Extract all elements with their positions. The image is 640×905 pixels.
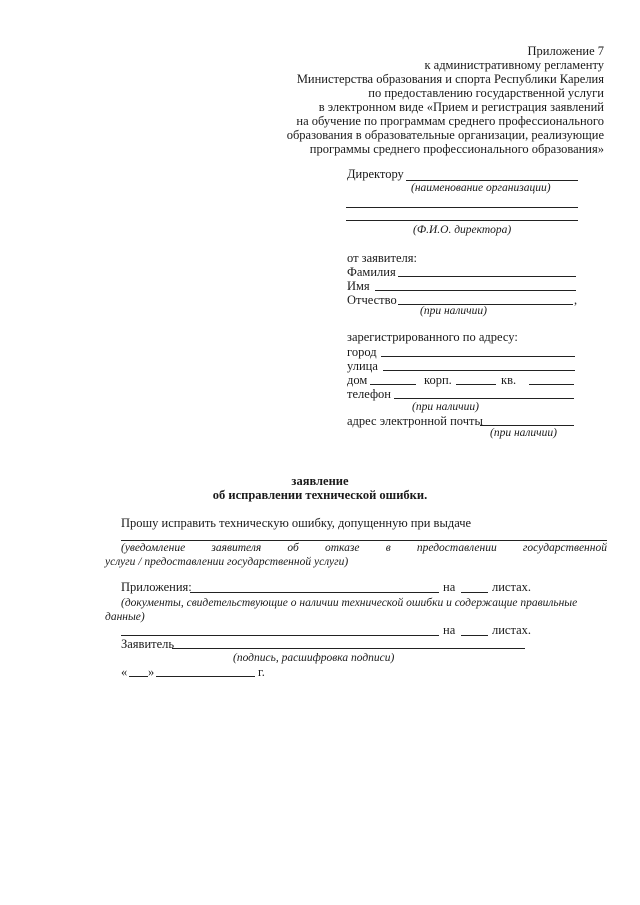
street-field[interactable]: [383, 370, 575, 371]
notice-hint: [121, 541, 607, 555]
from-applicant-label: от заявителя:: [347, 251, 417, 265]
phone-field[interactable]: [394, 398, 574, 399]
house-field[interactable]: [370, 384, 416, 385]
request-text: Прошу исправить техническую ошибку, допущенную при выдаче: [121, 516, 472, 530]
on-label-2: на: [443, 623, 456, 637]
city-label: город: [347, 345, 377, 359]
email-hint: (при наличии): [490, 427, 557, 439]
phone-hint: (при наличии): [412, 401, 479, 413]
city-field[interactable]: [381, 356, 575, 357]
docs-hint-line2: данные): [105, 611, 145, 623]
house-label: дом: [347, 373, 368, 387]
notice-hint-word: в: [385, 542, 391, 554]
notice-hint-word: отказе: [325, 542, 360, 554]
header-line: Приложение 7: [527, 44, 604, 58]
docs-hint-line1: (документы, свидетельствующие о наличии технической ошибки и содержащие правильные: [121, 597, 578, 609]
year-suffix: г.: [258, 665, 265, 679]
notice-hint-word: (уведомление: [121, 542, 186, 554]
header-line: программы среднего профессионального образования»: [309, 142, 604, 156]
director-fio-field-2[interactable]: [346, 220, 578, 221]
document-subtitle: об исправлении технической ошибки.: [212, 488, 428, 502]
patronymic-hint: (при наличии): [420, 305, 487, 317]
fio-hint: (Ф.И.О. директора): [413, 224, 512, 236]
director-fio-field-1[interactable]: [346, 207, 578, 208]
header-line: на обучение по программам среднего профессионального: [296, 114, 604, 128]
notice-hint-word: государственной: [522, 542, 607, 554]
block-label: корп.: [424, 373, 452, 387]
header-line: Министерства образования и спорта Республики Карелия: [296, 72, 604, 86]
signature-hint: (подпись, расшифровка подписи): [233, 652, 395, 664]
org-hint: (наименование организации): [411, 182, 551, 194]
on-label: на: [443, 580, 456, 594]
surname-field[interactable]: [398, 276, 576, 277]
director-label: Директору: [347, 167, 404, 181]
applicant-sign-label: Заявитель: [121, 637, 175, 651]
sheets-label-2: листах.: [492, 623, 532, 637]
sheets-label: листах.: [492, 580, 532, 594]
patronymic-comma: ,: [574, 293, 578, 307]
name-label: Имя: [347, 279, 370, 293]
block-field[interactable]: [456, 384, 496, 385]
header-line: к административному регламенту: [424, 58, 604, 72]
flat-field[interactable]: [529, 384, 574, 385]
attachments-field[interactable]: [190, 592, 439, 593]
sheets-count-field-2[interactable]: [461, 635, 488, 636]
street-label: улица: [347, 359, 378, 373]
name-field[interactable]: [375, 290, 576, 291]
phone-label: телефон: [347, 387, 391, 401]
surname-label: Фамилия: [347, 265, 396, 279]
date-close-quote: »: [148, 665, 155, 679]
header-line: по предоставлению государственной услуги: [368, 86, 604, 100]
notice-hint-word: об: [287, 542, 299, 554]
attachments-label: Приложения:: [121, 580, 192, 594]
date-month-year-field[interactable]: [156, 676, 255, 677]
header-line: в электронном виде «Прием и регистрация заявлений: [318, 100, 604, 114]
signature-field[interactable]: [172, 648, 525, 649]
notice-hint-word: предоставлении: [416, 542, 497, 554]
email-label: адрес электронной почты: [347, 414, 483, 428]
attachments-field-2[interactable]: [121, 635, 439, 636]
date-open-quote: «: [121, 665, 128, 679]
sheets-count-field[interactable]: [461, 592, 488, 593]
notice-hint-word: заявителя: [211, 542, 262, 554]
registered-address-label: зарегистрированного по адресу:: [347, 330, 518, 344]
header-line: образования в образовательные организации, реализующие: [286, 128, 604, 142]
notice-hint-line2: услуги / предоставлении государственной услуги): [105, 556, 349, 568]
patronymic-label: Отчество: [347, 293, 397, 307]
date-day-field[interactable]: [129, 676, 148, 677]
document-title: заявление: [291, 474, 349, 488]
flat-label: кв.: [501, 373, 517, 387]
